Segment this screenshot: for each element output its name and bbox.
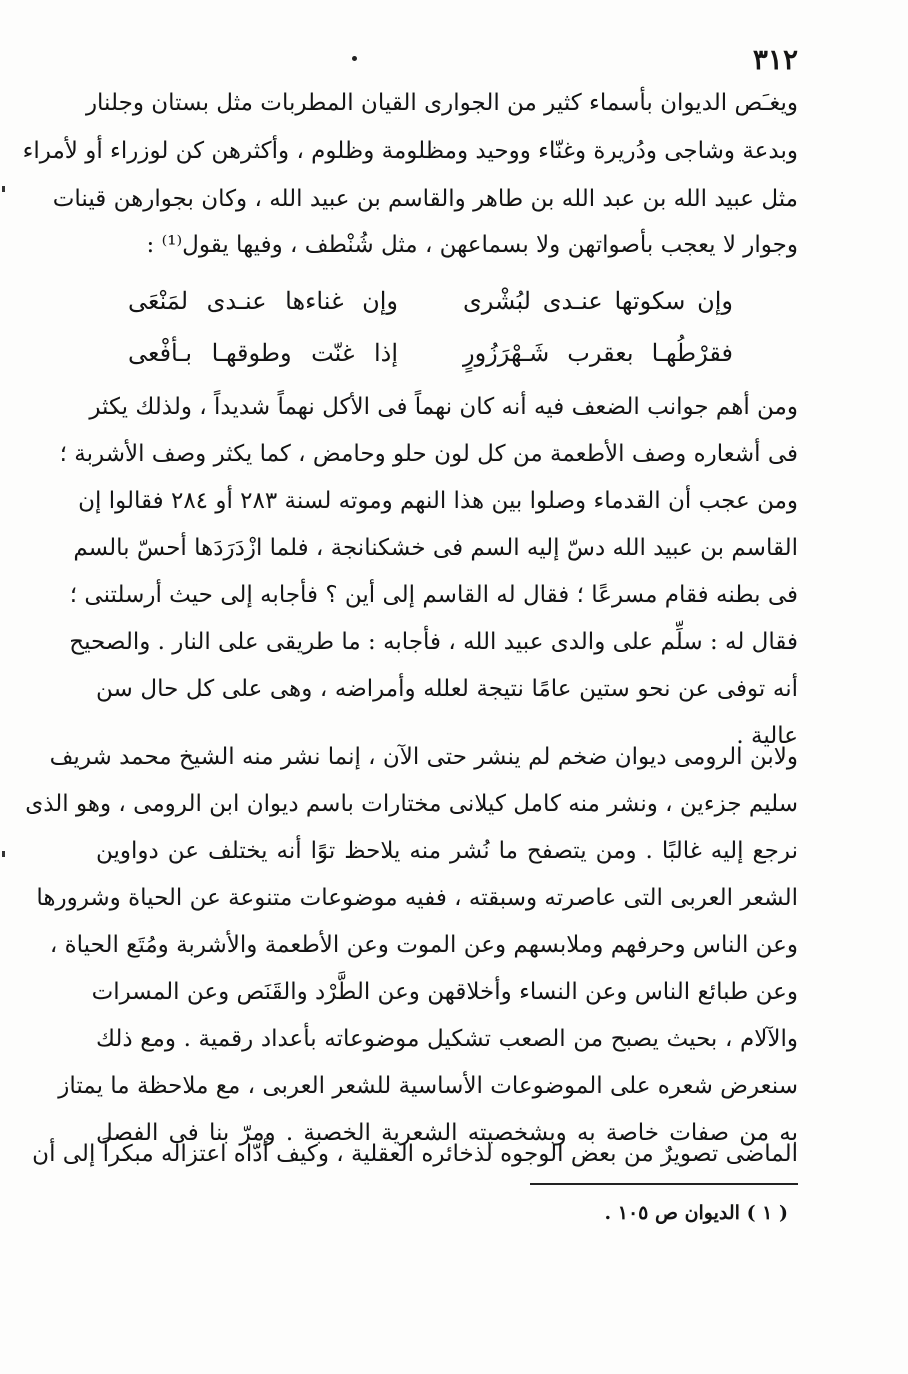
verse-line [128,328,733,378]
paragraph-2-line: فقال له : سلِّم على والدى عبيد الله ، فأجابه : ما طريقى على النار . والصحيح [69,629,798,655]
verse-first-hemistich: فقرْطُهـا بعقرب شَـهْرَزُورٍ [463,339,733,367]
paragraph-2-line: فى بطنه فقام مسرعًا ؛ فقال له القاسم إلى أين ؟ فأجابه إلى حيث أرسلتنى ؛ [69,582,798,608]
paragraph-2-line: ومن أهم جوانب الضعف فيه أنه كان نهماً فى الأكل نهماً شديداً ، ولذلك يكثر [89,394,798,420]
paragraph-3-line: ولابن الرومى ديوان ضخم لم ينشر حتى الآن ، إنما نشر منه الشيخ محمد شريف [49,744,798,770]
paragraph-1-line: مثل عبيد الله بن عبد الله بن طاهر والقاسم بن عبيد الله ، وكان بجوارهن قينات [52,186,798,212]
paragraph-3-line: وعن الناس وحرفهم وملابسهم وعن الموت وعن الأطعمة والأشربة ومُتَع الحياة ، [49,932,798,958]
paragraph-2-line: القاسم بن عبيد الله دسّ إليه السم فى خشكنانجة ، فلما ازْدَرَدَها أحسّ بالسم [73,535,798,561]
paragraph-3-line: به من صفات خاصة به وبشخصيته الشعرية الخصبة . ومرّ بنا فى الفصل [96,1120,798,1146]
paragraph-3-line: والآلام ، بحيث يصبح من الصعب تشكيل موضوعاته بأعداد رقمية . ومع ذلك [96,1026,798,1052]
paragraph-2-line: أنه توفى عن نحو ستين عامًا نتيجة لعلله وأمراضه ، وهى على كل حال سن [96,676,798,702]
verse-line [128,276,733,326]
paragraph-2-line: عالية . [736,723,798,749]
paragraph-2-line: فى أشعاره وصف الأطعمة من كل لون حلو وحامض ، كما يكثر وصف الأشربة ؛ [59,441,798,467]
footnote: ( ١ ) الديوان ص ١٠٥ . [604,1202,788,1224]
paragraph-3-line: سليم جزءين ، ونشر منه كامل كيلانى مختارات باسم ديوان ابن الرومى ، وهو الذى [25,791,798,817]
paragraph-3-line: الشعر العربى التى عاصرته وسبقته ، ففيه موضوعات متنوعة عن الحياة وشرورها [36,885,798,911]
footnote-separator [530,1183,798,1185]
verse-first-hemistich: وإن سكوتها عنـدى لبُشْرى [463,287,733,315]
page-number: ٣١٢ [752,43,798,76]
paragraph-1-line: وبدعة وشاجى ودُريرة وغنّاء ووحيد ومظلومة وظلوم ، وأكثرهن كن لوزراء أو لأمراء [22,138,798,164]
printing-dot [352,56,357,61]
paragraph-2-line: ومن عجب أن القدماء وصلوا بين هذا النهم وموته لسنة ٢٨٣ أو ٢٨٤ فقالوا إن [78,488,798,514]
paragraph-3-line: سنعرض شعره على الموضوعات الأساسية للشعر العربى ، مع ملاحظة ما يمتاز [58,1073,798,1099]
paragraph-3-line: نرجع إليه غالبًا . ومن يتصفح ما نُشر منه يلاحظ توًا أنه يختلف عن دواوين [96,838,798,864]
paragraph-1-line: ويغـَص الديوان بأسماء كثير من الجوارى القيان المطربات مثل بستان وجلنار [85,90,798,116]
paragraph-3-line: وعن طبائع الناس وعن النساء وأخلاقهن وعن الطَّرْد والقَنَص وعن المسرات [91,979,798,1005]
verse-second-hemistich: وإن غناءها عنـدى لمَنْعَى [128,287,398,315]
margin-mark [2,851,5,857]
margin-mark [2,186,5,192]
paragraph-1-line: وجوار لا يعجب بأصواتهن ولا بسماعهن ، مثل شُنْطف ، وفيها يقول⁽¹⁾ : [146,232,798,258]
verse-second-hemistich: إذا غنّت وطوقهـا بـأفْعى [128,339,398,367]
paragraph-3-line: الماضى تصويرٌ من بعض الوجوه لذخائره العقلية ، وكيف أدّاه اعتزاله مبكراً إلى أن [32,1141,798,1167]
